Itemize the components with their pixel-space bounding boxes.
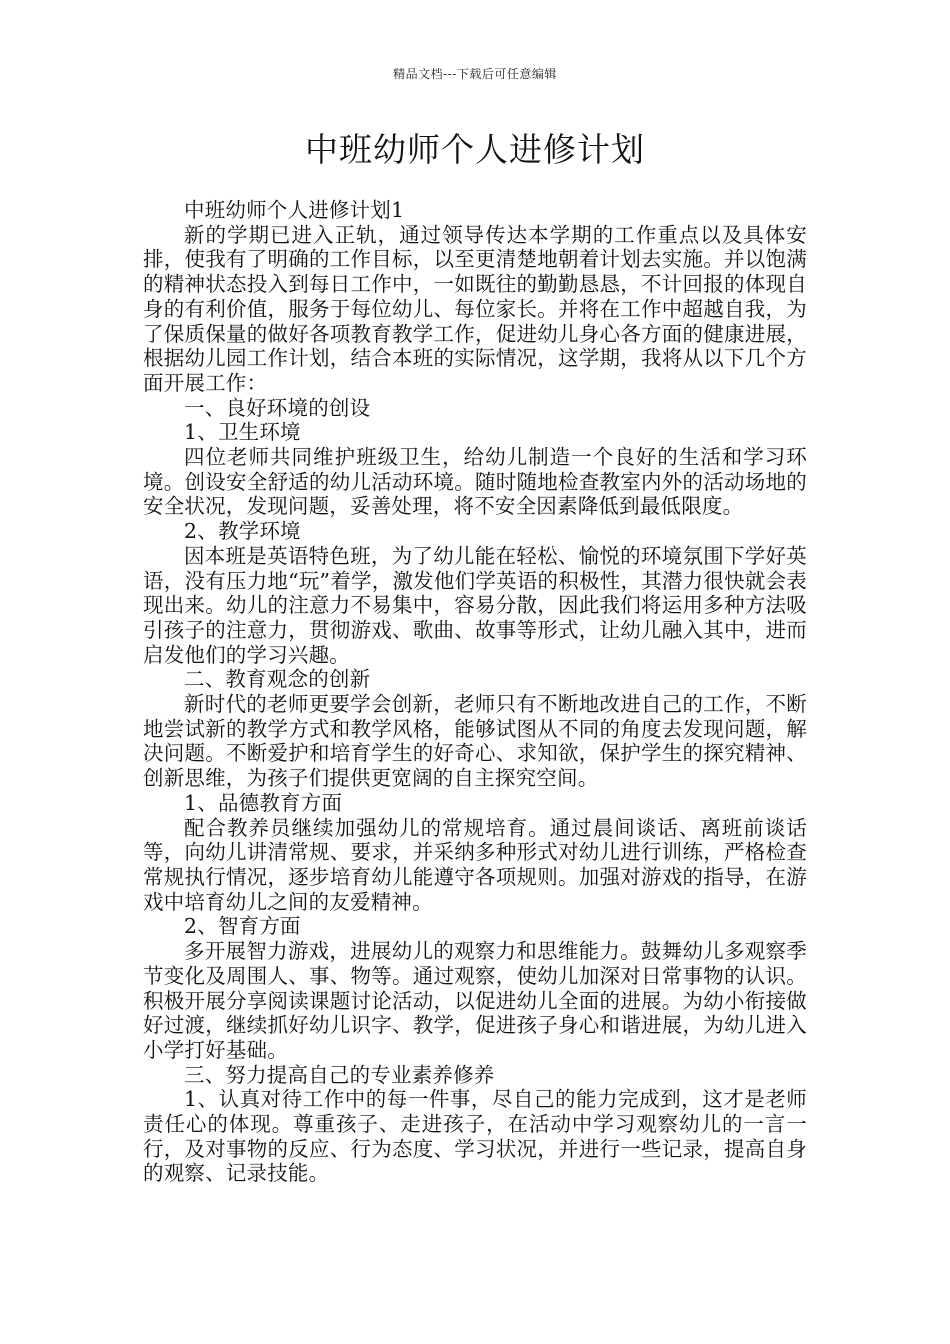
paragraph-teaching-environment: 因本班是英语特色班，为了幼儿能在轻松、愉悦的环境氛围下学好英语，没有压力地“玩”着学，激发他们学英语的积极性，其潜力很快就会表现出来。幼儿的注意力不易集中，容易分散，因此我们将运用多种方法吸引孩子的注意力，贯彻游戏、歌曲、故事等形式，让幼儿融入其中，进而启发他们的学习兴趣。: [143, 543, 807, 667]
paragraph-subtitle: 中班幼师个人进修计划1: [184, 198, 405, 222]
document-title: 中班幼师个人进修计划: [305, 130, 645, 169]
subheading-teaching-environment: 2、教学环境: [184, 519, 301, 544]
section-heading-professional: 三、努力提高自己的专业素养修养: [184, 1062, 495, 1087]
section-heading-environment: 一、良好环境的创设: [184, 395, 371, 420]
subheading-moral-education: 1、品德教育方面: [184, 790, 343, 815]
paragraph-intellectual-education: 多开展智力游戏，进展幼儿的观察力和思维能力。鼓舞幼儿多观察季节变化及周围人、事、物等。通过观察，使幼儿加深对日常事物的认识。积极开展分享阅读课题讨论活动，以促进幼儿全面的进展。为幼小衔接做好过渡，继续抓好幼儿识字、教学，促进孩子身心和谐进展，为幼儿进入小学打好基础。: [143, 939, 807, 1062]
document-body: [143, 198, 807, 1186]
paragraph-innovation: 新时代的老师更要学会创新，老师只有不断地改进自己的工作，不断地尝试新的教学方式和教学风格，能够试图从不同的角度去发现问题，解决问题。不断爱护和培育学生的好奇心、求知欲，保护学生的探究精神、创新思维，为孩子们提供更宽阔的自主探究空间。: [143, 692, 807, 791]
subheading-intellectual-education: 2、智育方面: [184, 914, 301, 939]
paragraph-intro: 新的学期已进入正轨，通过领导传达本学期的工作重点以及具体安排，使我有了明确的工作目标，以至更清楚地朝着计划去实施。并以饱满的精神状态投入到每日工作中，一如既往的勤勤恳恳，不计回报的体现自身的有利价值，服务于每位幼儿、每位家长。并将在工作中超越自我，为了保质保量的做好各项教育教学工作，促进幼儿身心各方面的健康进展，根据幼儿园工作计划，结合本班的实际情况，这学期，我将从以下几个方面开展工作：: [143, 222, 807, 395]
paragraph-hygiene: 四位老师共同维护班级卫生，给幼儿制造一个良好的生活和学习环境。创设安全舒适的幼儿活动环境。随时随地检查教室内外的活动场地的安全状况，发现问题，妥善处理，将不安全因素降低到最低限度。: [143, 445, 807, 519]
paragraph-professional: 1、认真对待工作中的每一件事，尽自己的能力完成到，这才是老师责任心的体现。尊重孩子、走进孩子，在活动中学习观察幼儿的一言一行，及对事物的反应、行为态度、学习状况，并进行一些记录，提高自身的观察、记录技能。: [143, 1087, 807, 1186]
section-heading-innovation: 二、教育观念的创新: [184, 667, 371, 692]
subheading-hygiene: 1、卫生环境: [184, 420, 301, 445]
header-note: 精品文档---下载后可任意编辑: [393, 67, 557, 81]
paragraph-moral-education: 配合教养员继续加强幼儿的常规培育。通过晨间谈话、离班前谈话等，向幼儿讲清常规、要求，并采纳多种形式对幼儿进行训练，严格检查常规执行情况，逐步培育幼儿能遵守各项规则。加强对游戏的指导，在游戏中培育幼儿之间的友爱精神。: [143, 815, 807, 914]
